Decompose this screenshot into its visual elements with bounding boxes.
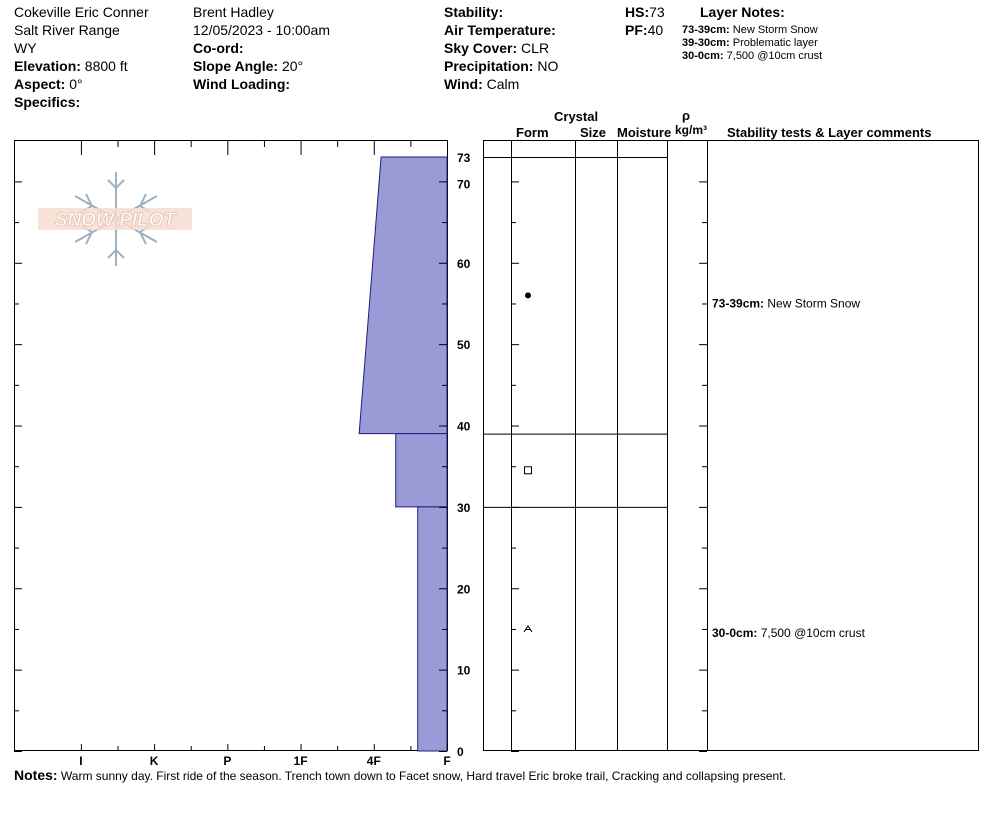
hardness-tick-label: 4F: [366, 754, 381, 768]
hardness-tick-label: P: [223, 754, 232, 768]
hs-value: 73: [649, 4, 665, 20]
depth-tick-label: 30: [457, 500, 471, 515]
mountain-range: Salt River Range: [14, 22, 120, 38]
moisture-header: Moisture: [617, 125, 672, 140]
faceted-crystals-icon: [525, 467, 532, 474]
depth-tick-label: 0: [457, 745, 464, 759]
elevation-value: 8800 ft: [84, 58, 128, 74]
crystal-header: Crystal: [554, 109, 599, 124]
layer-comment-range: 30-0cm:: [712, 626, 761, 641]
notes: [14, 766, 786, 785]
depth-tick-label: 40: [457, 419, 471, 434]
hs-label: HS:: [625, 4, 650, 20]
precipitation-value: NO: [537, 58, 559, 74]
depth-tick-label: 10: [457, 663, 471, 678]
grain-forms: [524, 292, 532, 632]
depth-tick-label: 50: [457, 338, 471, 353]
hardness-tick-label: F: [443, 754, 451, 768]
wind-loading-label: Wind Loading:: [193, 76, 291, 92]
right-ticks: [511, 182, 707, 752]
aspect-label: Aspect:: [14, 76, 66, 92]
hardness-tick-label: I: [79, 754, 83, 768]
depth-tick-label: 70: [457, 177, 471, 192]
slope-angle-label: Slope Angle:: [193, 58, 279, 74]
stability-label: Stability:: [444, 4, 504, 20]
pf-label: PF:: [625, 22, 648, 38]
hardness-tick-label: 1F: [293, 754, 308, 768]
layer-note-text: Problematic layer: [732, 37, 818, 49]
stability-tests-header: Stability tests & Layer comments: [727, 125, 932, 140]
sky-cover-label: Sky Cover:: [444, 40, 518, 56]
hardness-layer: [396, 434, 447, 507]
layer-comment-text: 7,500 @10cm crust: [760, 626, 865, 641]
air-temperature-label: Air Temperature:: [444, 22, 556, 38]
layer-note-range: 30-0cm:: [682, 50, 724, 62]
hardness-tick-label: K: [149, 754, 159, 768]
depth-tick-label: 20: [457, 582, 471, 597]
layer-table-frame: [484, 141, 979, 751]
slope-angle-value: 20°: [281, 58, 304, 74]
layer-note-range: 39-30cm:: [682, 37, 730, 49]
state: WY: [14, 40, 37, 56]
notes-label: Notes:: [14, 767, 58, 783]
table-columns: [512, 140, 708, 751]
form-header: Form: [516, 125, 549, 140]
hardness-layer: [359, 157, 447, 434]
layer-comment-text: New Storm Snow: [767, 296, 861, 311]
sky-cover-value: CLR: [521, 40, 550, 56]
observer: Brent Hadley: [193, 4, 274, 20]
density-symbol: ρ: [682, 108, 691, 123]
depth-hoar-icon: [524, 626, 532, 632]
precipitation-label: Precipitation:: [444, 58, 534, 74]
depth-tick-label: 73: [457, 151, 471, 165]
density-unit: kg/m³: [675, 123, 708, 137]
layer-note-text: New Storm Snow: [732, 24, 818, 36]
logo-text: SNOW PILOT: [54, 210, 176, 231]
elevation-label: Elevation:: [14, 58, 81, 74]
location: Cokeville Eric Conner: [14, 4, 149, 20]
layer-comment: [712, 626, 866, 640]
layer-notes-title: Layer Notes:: [700, 4, 785, 20]
size-header: Size: [580, 125, 607, 140]
specifics-label: Specifics:: [14, 94, 81, 110]
aspect-value: 0°: [69, 76, 83, 92]
layer-comment-range: 73-39cm:: [712, 296, 768, 311]
pf-value: 40: [647, 22, 664, 38]
depth-axis: [457, 151, 471, 759]
precipitation-particles-icon: [525, 292, 531, 298]
layer-note-range: 73-39cm:: [682, 24, 730, 36]
datetime: 12/05/2023 - 10:00am: [193, 22, 330, 38]
notes-text: Warm sunny day. First ride of the season. Trench town down to Facet snow, Hard travel Eric broke trail, Cracking and collapsing present.: [60, 769, 786, 783]
hardness-layers: [359, 157, 447, 751]
wind-value: Calm: [486, 76, 520, 92]
layer-note-text: 7,500 @10cm crust: [726, 50, 823, 62]
snowpilot-logo: [38, 172, 192, 266]
depth-tick-label: 60: [457, 256, 471, 271]
layer-comments: [712, 296, 866, 640]
layer-comment: [712, 296, 860, 310]
wind-label: Wind:: [444, 76, 483, 92]
coord-label: Co-ord:: [193, 40, 244, 56]
